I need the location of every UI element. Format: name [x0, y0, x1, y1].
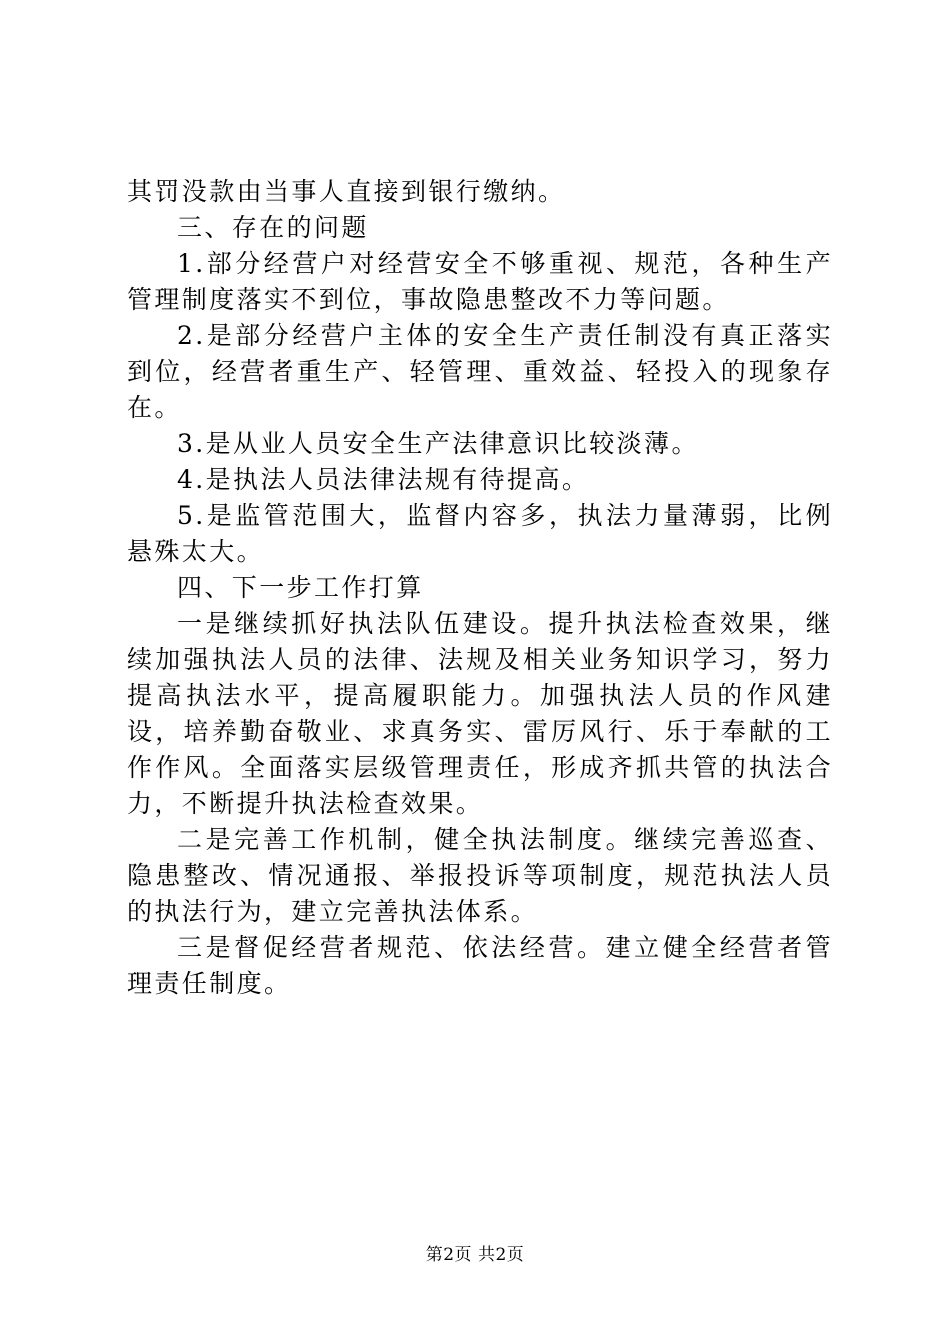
- page-number: 第2页 共2页: [425, 1245, 525, 1265]
- problem-item-4: 4.是执法人员法律法规有待提高。: [177, 465, 590, 494]
- section-heading-next-steps: 四、下一步工作打算: [177, 573, 424, 602]
- plan-item-1: 一是继续抓好执法队伍建设。提升执法检查效果，继续加强执法人员的法律、法规及相关业务知识学习，努力提高执法水平，提高履职能力。加强执法人员的作风建设，培养勤奋敬业、求真务实、雷厉风行、乐于奉献的工作作风。全面落实层级管理责任，形成齐抓共管的执法合力，不断提升执法检查效果。: [127, 609, 833, 818]
- page-footer: [0, 1240, 950, 1265]
- paragraph-continuation: 其罚没款由当事人直接到银行缴纳。: [127, 177, 566, 206]
- problem-item-5: 5.是监管范围大，监督内容多，执法力量薄弱，比例悬殊太大。: [127, 501, 833, 566]
- section-heading-problems: 三、存在的问题: [177, 213, 369, 242]
- problem-item-2: 2.是部分经营户主体的安全生产责任制没有真正落实到位，经营者重生产、轻管理、重效益、轻投入的现象存在。: [127, 321, 833, 422]
- plan-item-3: 三是督促经营者规范、依法经营。建立健全经营者管理责任制度。: [127, 933, 833, 998]
- problem-item-1: 1.部分经营户对经营安全不够重视、规范，各种生产管理制度落实不到位，事故隐患整改不力等问题。: [127, 249, 833, 314]
- plan-item-2: 二是完善工作机制，健全执法制度。继续完善巡查、隐患整改、情况通报、举报投诉等项制度，规范执法人员的执法行为，建立完善执法体系。: [127, 825, 833, 926]
- problem-item-3: 3.是从业人员安全生产法律意识比较淡薄。: [177, 429, 699, 458]
- document-body: [127, 174, 833, 1002]
